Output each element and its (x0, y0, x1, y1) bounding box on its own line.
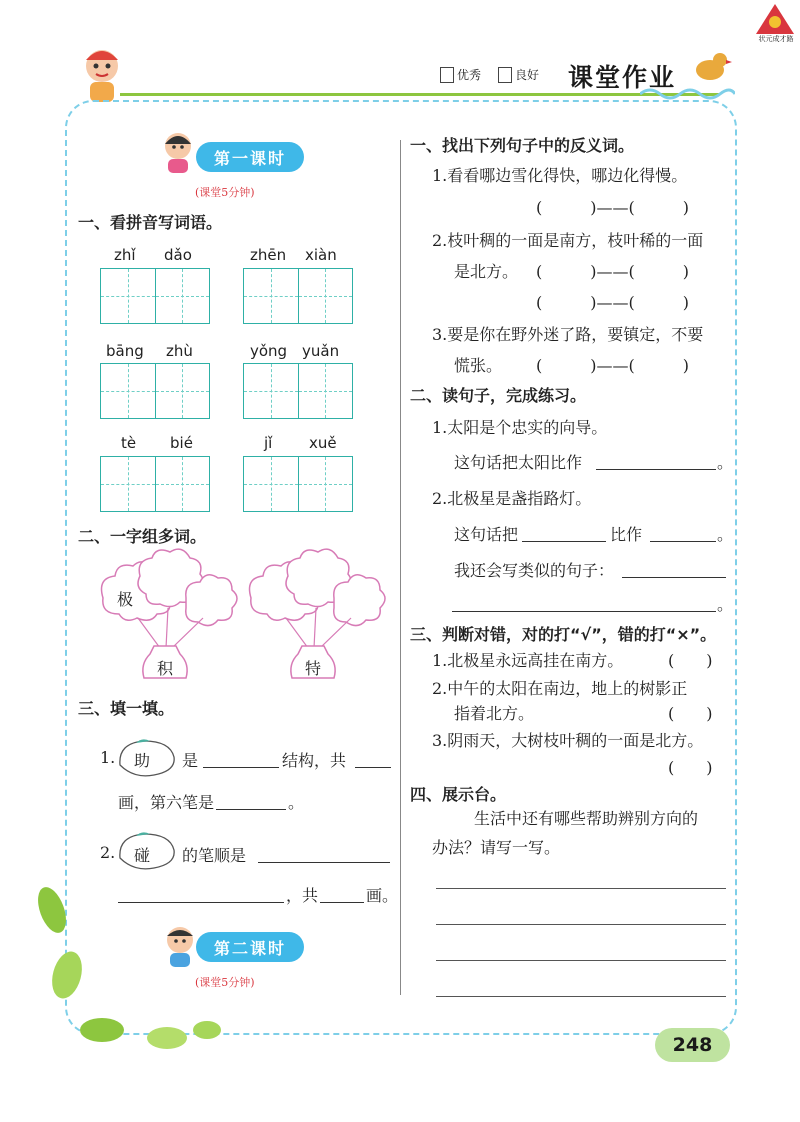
publisher-logo-text: 状元成才路 (758, 35, 794, 43)
r-s2-q1: 1.太阳是个忠实的向导。 (432, 418, 608, 437)
q1-text-a: 是 (182, 751, 199, 770)
q1-text-c: 画，第六笔是 (118, 793, 215, 812)
section2-title: 二、一字组多词。 (78, 527, 207, 546)
answer-line-1[interactable] (436, 888, 726, 889)
section1-title: 一、看拼音写词语。 (78, 213, 223, 232)
r-s3-q3: 3.阴雨天，大树枝叶稠的一面是北方。 (432, 731, 704, 750)
page-number: 248 (655, 1028, 730, 1062)
rating-good[interactable]: 良好 (498, 66, 539, 83)
pinyin-5a: tè (121, 434, 137, 452)
r-s4-p2: 办法？请写一写。 (432, 838, 561, 857)
page-title: 课堂作业 (568, 63, 677, 92)
r-s2-q2: 2.北极星是盏指路灯。 (432, 489, 592, 508)
pinyin-3b: zhù (166, 342, 193, 360)
r-s4-p1: 生活中还有哪些帮助辨别方向的 (474, 809, 699, 828)
q1-end: 。 (288, 793, 305, 812)
rating-excellent-checkbox[interactable] (440, 67, 454, 83)
writing-grid[interactable] (243, 268, 353, 324)
q1-blank-structure[interactable] (203, 750, 279, 768)
period-1: 。 (717, 453, 734, 472)
period-2: 。 (717, 525, 734, 544)
girl-avatar (158, 128, 198, 174)
r-section1-title: 一、找出下列句子中的反义词。 (410, 136, 635, 155)
r-s2-q2-b: 比作 (610, 525, 643, 544)
q2-number: 2. (100, 843, 116, 862)
q2-blank-strokes[interactable] (320, 885, 364, 903)
r-s1-q3b: 慌张。 (454, 356, 503, 375)
similar-sentence-blank-2[interactable] (452, 594, 716, 612)
r-s2-q1-fill: 这句话把太阳比作 (454, 453, 583, 472)
q1-number: 1. (100, 748, 116, 767)
mascot-illustration (72, 42, 132, 106)
r-s1-q3a: 3.要是你在野外迷了路，要镇定，不要 (432, 325, 704, 344)
writing-grid[interactable] (100, 456, 210, 512)
lesson2-time: (课堂5分钟) (195, 976, 255, 989)
judge-paren-2[interactable]: ( ) (668, 704, 713, 723)
r-s2-q2-a: 这句话把 (454, 525, 519, 544)
metaphor-blank-1[interactable] (596, 452, 716, 470)
similar-sentence-blank-1[interactable] (622, 560, 726, 578)
antonym-pair-1[interactable]: ( )——( ) (536, 198, 689, 217)
vase-char-1: 积 (157, 659, 174, 678)
answer-line-4[interactable] (436, 996, 726, 997)
rating-excellent[interactable]: 优秀 (440, 66, 481, 83)
q2-blank-order-1[interactable] (258, 845, 390, 863)
lesson1-badge: 第一课时 (196, 142, 304, 172)
metaphor-blank-3[interactable] (650, 524, 716, 542)
lesson1-time: (课堂5分钟) (195, 186, 255, 199)
q2-text-b: ，共 (286, 886, 319, 905)
wave-decoration (640, 86, 735, 100)
antonym-pair-2[interactable]: ( )——( ) (536, 262, 689, 281)
flower-char-1: 极 (117, 590, 134, 609)
metaphor-blank-2[interactable] (522, 524, 606, 542)
antonym-pair-4[interactable]: ( )——( ) (536, 356, 689, 375)
r-section4-title: 四、展示台。 (410, 785, 507, 804)
lesson2-badge: 第二课时 (196, 932, 304, 962)
writing-grid[interactable] (100, 363, 210, 419)
boy-avatar (160, 922, 200, 968)
pinyin-1b: dǎo (164, 246, 192, 264)
r-section3-title: 三、判断对错，对的打“√”，错的打“×”。 (410, 625, 717, 644)
r-s3-q2b: 指着北方。 (454, 704, 535, 723)
q1-char: 助 (134, 751, 151, 770)
r-s1-q2b: 是北方。 (454, 262, 519, 281)
q1-blank-strokes[interactable] (355, 750, 391, 768)
pinyin-1a: zhǐ (114, 246, 136, 264)
answer-line-2[interactable] (436, 924, 726, 925)
period-3: 。 (717, 595, 734, 614)
pinyin-6a: jǐ (264, 434, 273, 452)
writing-grid[interactable] (243, 363, 353, 419)
r-s1-q2a: 2.枝叶稠的一面是南方，枝叶稀的一面 (432, 231, 704, 250)
vase-char-2: 特 (305, 659, 322, 678)
r-s3-q1: 1.北极星永远高挂在南方。 (432, 651, 624, 670)
writing-grid[interactable] (243, 456, 353, 512)
pinyin-5b: bié (170, 434, 193, 452)
q1-blank-sixth-stroke[interactable] (216, 792, 286, 810)
judge-paren-3[interactable]: ( ) (668, 758, 713, 777)
pinyin-2a: zhēn (250, 246, 287, 264)
answer-line-3[interactable] (436, 960, 726, 961)
q2-char: 碰 (134, 846, 151, 865)
q2-text-a: 的笔顺是 (182, 846, 247, 865)
r-s1-q1: 1.看看哪边雪化得快，哪边化得慢。 (432, 166, 688, 185)
judge-paren-1[interactable]: ( ) (668, 651, 713, 670)
q2-blank-order-2[interactable] (118, 885, 284, 903)
pinyin-6b: xuě (309, 434, 337, 452)
column-divider (400, 140, 401, 995)
pinyin-3a: bāng (106, 342, 144, 360)
antonym-pair-3[interactable]: ( )——( ) (536, 293, 689, 312)
r-section2-title: 二、读句子，完成练习。 (410, 386, 587, 405)
bird-icon (690, 44, 732, 90)
section3-title: 三、填一填。 (78, 699, 175, 718)
pinyin-4b: yuǎn (302, 342, 340, 360)
pinyin-2b: xiàn (305, 246, 337, 264)
q2-text-c: 画。 (366, 886, 399, 905)
q1-text-b: 结构，共 (282, 751, 347, 770)
pinyin-4a: yǒng (250, 342, 288, 360)
writing-grid[interactable] (100, 268, 210, 324)
header-rule (120, 93, 720, 96)
r-s2-q3: 我还会写类似的句子： (454, 561, 615, 580)
rating-good-checkbox[interactable] (498, 67, 512, 83)
r-s3-q2a: 2.中午的太阳在南边，地上的树影正 (432, 679, 688, 698)
leaves-decoration (32, 880, 222, 1060)
